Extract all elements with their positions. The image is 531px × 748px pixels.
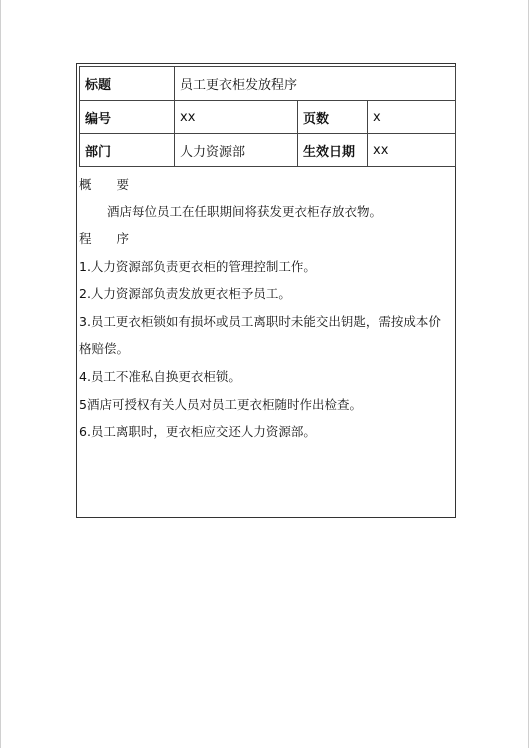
dept-row — [80, 134, 456, 167]
procedure-item: 3.员工更衣柜锁如有损坏或员工离职时未能交出钥匙，需按成本价格赔偿。 — [79, 314, 441, 356]
summary-text: 酒店每位员工在任职期间将获发更衣柜存放衣物。 — [107, 204, 383, 219]
pages-label: 页数 — [298, 101, 368, 134]
header-table — [79, 66, 456, 167]
page-right-edge — [528, 0, 529, 748]
number-label: 编号 — [80, 101, 175, 134]
procedure-form — [76, 63, 456, 518]
title-row — [80, 67, 456, 101]
procedure-item: 1.人力资源部负责更衣柜的管理控制工作。 — [79, 259, 316, 274]
number-value: xx — [175, 101, 298, 134]
procedure-item: 6.员工离职时，更衣柜应交还人力资源部。 — [79, 424, 316, 439]
effective-label: 生效日期 — [298, 134, 368, 167]
procedure-heading: 程 序 — [79, 231, 130, 246]
title-value: 员工更衣柜发放程序 — [175, 67, 456, 101]
number-row — [80, 101, 456, 134]
dept-value: 人力资源部 — [175, 134, 298, 167]
pages-value: x — [368, 101, 456, 134]
dept-label: 部门 — [80, 134, 175, 167]
procedure-item: 4.员工不准私自换更衣柜锁。 — [79, 369, 241, 384]
title-label: 标题 — [80, 67, 175, 101]
effective-value: xx — [368, 134, 456, 167]
page-left-edge — [0, 0, 1, 748]
procedure-item: 2.人力资源部负责发放更衣柜予员工。 — [79, 286, 291, 301]
summary-heading: 概 要 — [79, 177, 130, 192]
procedure-item: 5酒店可授权有关人员对员工更衣柜随时作出检查。 — [79, 397, 362, 412]
